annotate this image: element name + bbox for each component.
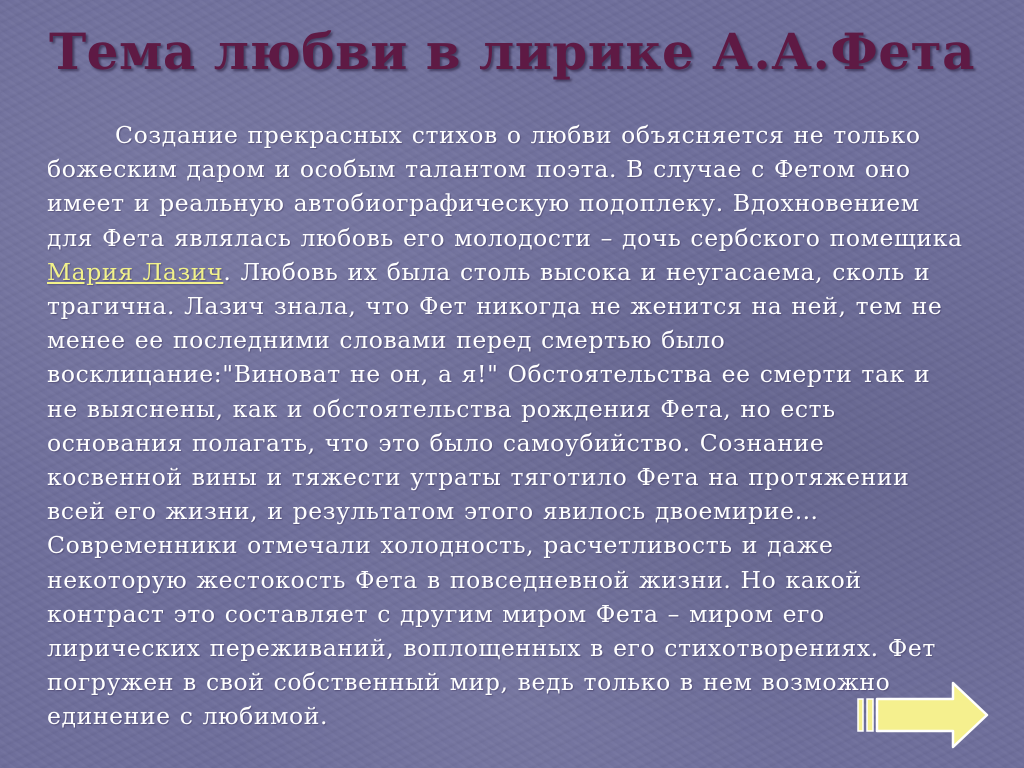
paragraph-text-before-link: Создание прекрасных стихов о любви объясняется не только божеским даром и особым талантом поэта. В случае с Фетом оно имеет и реальную автобиографическую подоплеку. Вдохновением для Фета являлась любовь его молодости – дочь сербского помещика xyxy=(47,121,963,252)
maria-lazich-link[interactable]: Мария Лазич xyxy=(47,257,224,286)
next-slide-button[interactable] xyxy=(855,680,991,750)
arrow-body xyxy=(877,683,987,747)
slide-title: Тема любви в лирике А.А.Фета xyxy=(48,22,976,81)
arrow-bar-1 xyxy=(858,699,863,731)
paragraph-text-after-link: . Любовь их была столь высока и неугасаема, сколь и трагична. Лазич знала, что Фет никогда не женится на ней, тем не менее ее последними словами перед смертью было восклицание:"Виноват не он, а я!" Обстоятельства ее смерти так и не выяснены, как и обстоятельства рождения Фета, но есть основания полагать, что это было самоубийство. Сознание косвенной вины и тяжести утраты тяготило Фета на протяжении всей его жизни, и результатом этого явилось двоемирие… Современники отмечали холодность, расчетливость и даже некоторую жестокость Фета в повседневной жизни. Но какой контраст это составляет с другим миром Фета – миром его лирических переживаний, воплощенных в его стихотворениях. Фет погружен в свой собственный мир, ведь только в нем возможно единение с любимой. xyxy=(47,257,943,731)
body-paragraph xyxy=(47,118,967,734)
right-arrow-icon xyxy=(855,680,991,750)
arrow-bar-2 xyxy=(867,699,873,731)
